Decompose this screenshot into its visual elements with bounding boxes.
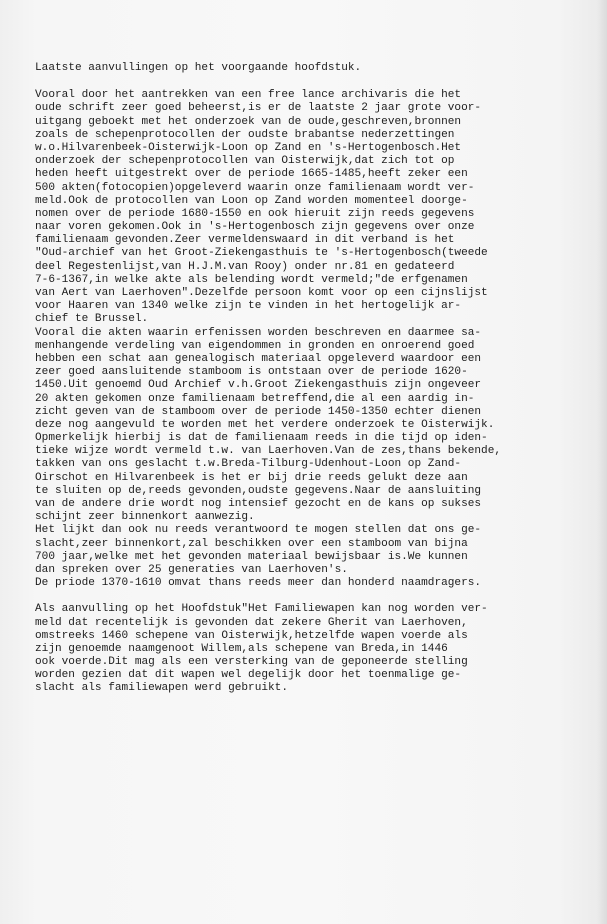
text-line: uitgang geboekt met het onderzoek van de oude,geschreven,bronnen — [35, 115, 462, 128]
text-line: familienaam gevonden.Zeer vermeldenswaard in dit verband is het — [35, 234, 455, 247]
document-title: Laatste aanvullingen op het voorgaande hoofdstuk. — [35, 62, 362, 74]
text-line: oude schrift zeer goed beheerst,is er de laatste 2 jaar grote voor- — [35, 102, 482, 115]
paragraph-genealogy-research — [35, 89, 601, 590]
text-line: ook voerde.Dit mag als een versterking van de geponeerde stelling — [35, 656, 468, 669]
text-line: 700 jaar,welke met het gevonden materiaal bewijsbaar is.We kunnen — [35, 550, 468, 563]
text-line: deel Regestenlijst,van H.J.M.van Rooy) onder nr.81 en gedateerd — [35, 260, 455, 273]
text-line: Opmerkelijk hierbij is dat de familienaam reeds in die tijd op iden- — [35, 432, 488, 445]
text-line: 500 akten(fotocopien)opgeleverd waarin onze familienaam wordt ver- — [35, 181, 475, 194]
text-line: Vooral door het aantrekken van een free lance archivaris die het — [35, 89, 462, 102]
text-line: menhangende verdeling van eigendommen in gronden en onroerend goed — [35, 339, 475, 352]
text-line: meld.Ook de protocollen van Loon op Zand worden momenteel doorge- — [35, 194, 468, 207]
text-line: zicht geven van de stamboom over de periode 1450-1350 echter dienen — [35, 405, 482, 418]
text-line: Als aanvulling op het Hoofdstuk"Het Familiewapen kan nog worden ver- — [35, 603, 488, 616]
text-line: deze nog aangevuld te worden met het verdere onderzoek te Oisterwijk. — [35, 418, 495, 431]
typed-letter — [35, 62, 601, 696]
text-line: "Oud-archief van het Groot-Ziekengasthuis te 's-Hertogenbosch(tweede — [35, 247, 488, 260]
text-line: Oirschot en Hilvarenbeek is het er bij drie reeds gelukt deze aan — [35, 471, 468, 484]
text-line: dan spreken over 25 generaties van Laerhoven's. — [35, 563, 348, 576]
text-line: slacht,zeer binnenkort,zal beschikken over een stamboom van bijna — [35, 537, 468, 550]
text-line: 7-6-1367,in welke akte als belending wordt vermeld;"de erfgenamen — [35, 273, 468, 286]
text-line: slacht als familiewapen werd gebruikt. — [35, 682, 288, 695]
text-line: tieke wijze wordt vermeld t.w. van Laerhoven.Van de zes,thans bekende, — [35, 445, 502, 458]
paragraph-gap — [35, 590, 601, 603]
text-line: meld dat recentelijk is gevonden dat zekere Gherit van Laerhoven, — [35, 616, 468, 629]
text-line: naar voren gekomen.Ook in 's-Hertogenbosch zijn gegevens over onze — [35, 221, 475, 234]
text-line: hebben een schat aan genealogisch materiaal opgeleverd waardoor een — [35, 352, 482, 365]
text-line: zeer goed aansluitende stamboom is ontstaan over de periode 1620- — [35, 366, 468, 379]
text-line: w.o.Hilvarenbeek-Oisterwijk-Loon op Zand en 's-Hertogenbosch.Het — [35, 141, 462, 154]
text-line: van Aert van Laerhoven".Dezelfde persoon komt voor op een cijnslijst — [35, 287, 488, 300]
text-line: heden heeft uitgestrekt over de periode 1665-1485,heeft zeker een — [35, 168, 468, 181]
text-line: takken van ons geslacht t.w.Breda-Tilburg-Udenhout-Loon op Zand- — [35, 458, 462, 471]
text-line: De priode 1370-1610 omvat thans reeds meer dan honderd naamdragers. — [35, 577, 482, 590]
text-line: omstreeks 1460 schepene van Oisterwijk,hetzelfde wapen voerde als — [35, 629, 468, 642]
paragraph-family-coat-of-arms — [35, 603, 601, 695]
text-line: onderzoek der schepenprotocollen van Oisterwijk,dat zich tot op — [35, 155, 455, 168]
text-line: zoals de schepenprotocollen der oudste brabantse nederzettingen — [35, 128, 455, 141]
text-line: van de andere drie wordt nog intensief gezocht en de kans op sukses — [35, 498, 482, 511]
text-line: 1450.Uit genoemd Oud Archief v.h.Groot Ziekengasthuis zijn ongeveer — [35, 379, 482, 392]
text-line: Het lijkt dan ook nu reeds verantwoord te mogen stellen dat ons ge- — [35, 524, 482, 537]
text-line: te sluiten op de,reeds gevonden,oudste gegevens.Naar de aansluiting — [35, 484, 482, 497]
text-line: worden gezien dat dit wapen wel degelijk door het toenmalige ge- — [35, 669, 462, 682]
text-line: 20 akten gekomen onze familienaam betreffend,die al een aardig in- — [35, 392, 475, 405]
text-line: nomen over de periode 1680-1550 en ook hieruit zijn reeds gegevens — [35, 207, 475, 220]
text-line: schijnt zeer binnenkort aanwezig. — [35, 511, 255, 524]
text-line: Vooral die akten waarin erfenissen worden beschreven en daarmee sa- — [35, 326, 482, 339]
text-line: zijn genoemde naamgenoot Willem,als schepene van Breda,in 1446 — [35, 642, 448, 655]
text-line: chief te Brussel. — [35, 313, 149, 326]
text-line: voor Haaren van 1340 welke zijn te vinden in het hertogelijk ar- — [35, 300, 462, 313]
